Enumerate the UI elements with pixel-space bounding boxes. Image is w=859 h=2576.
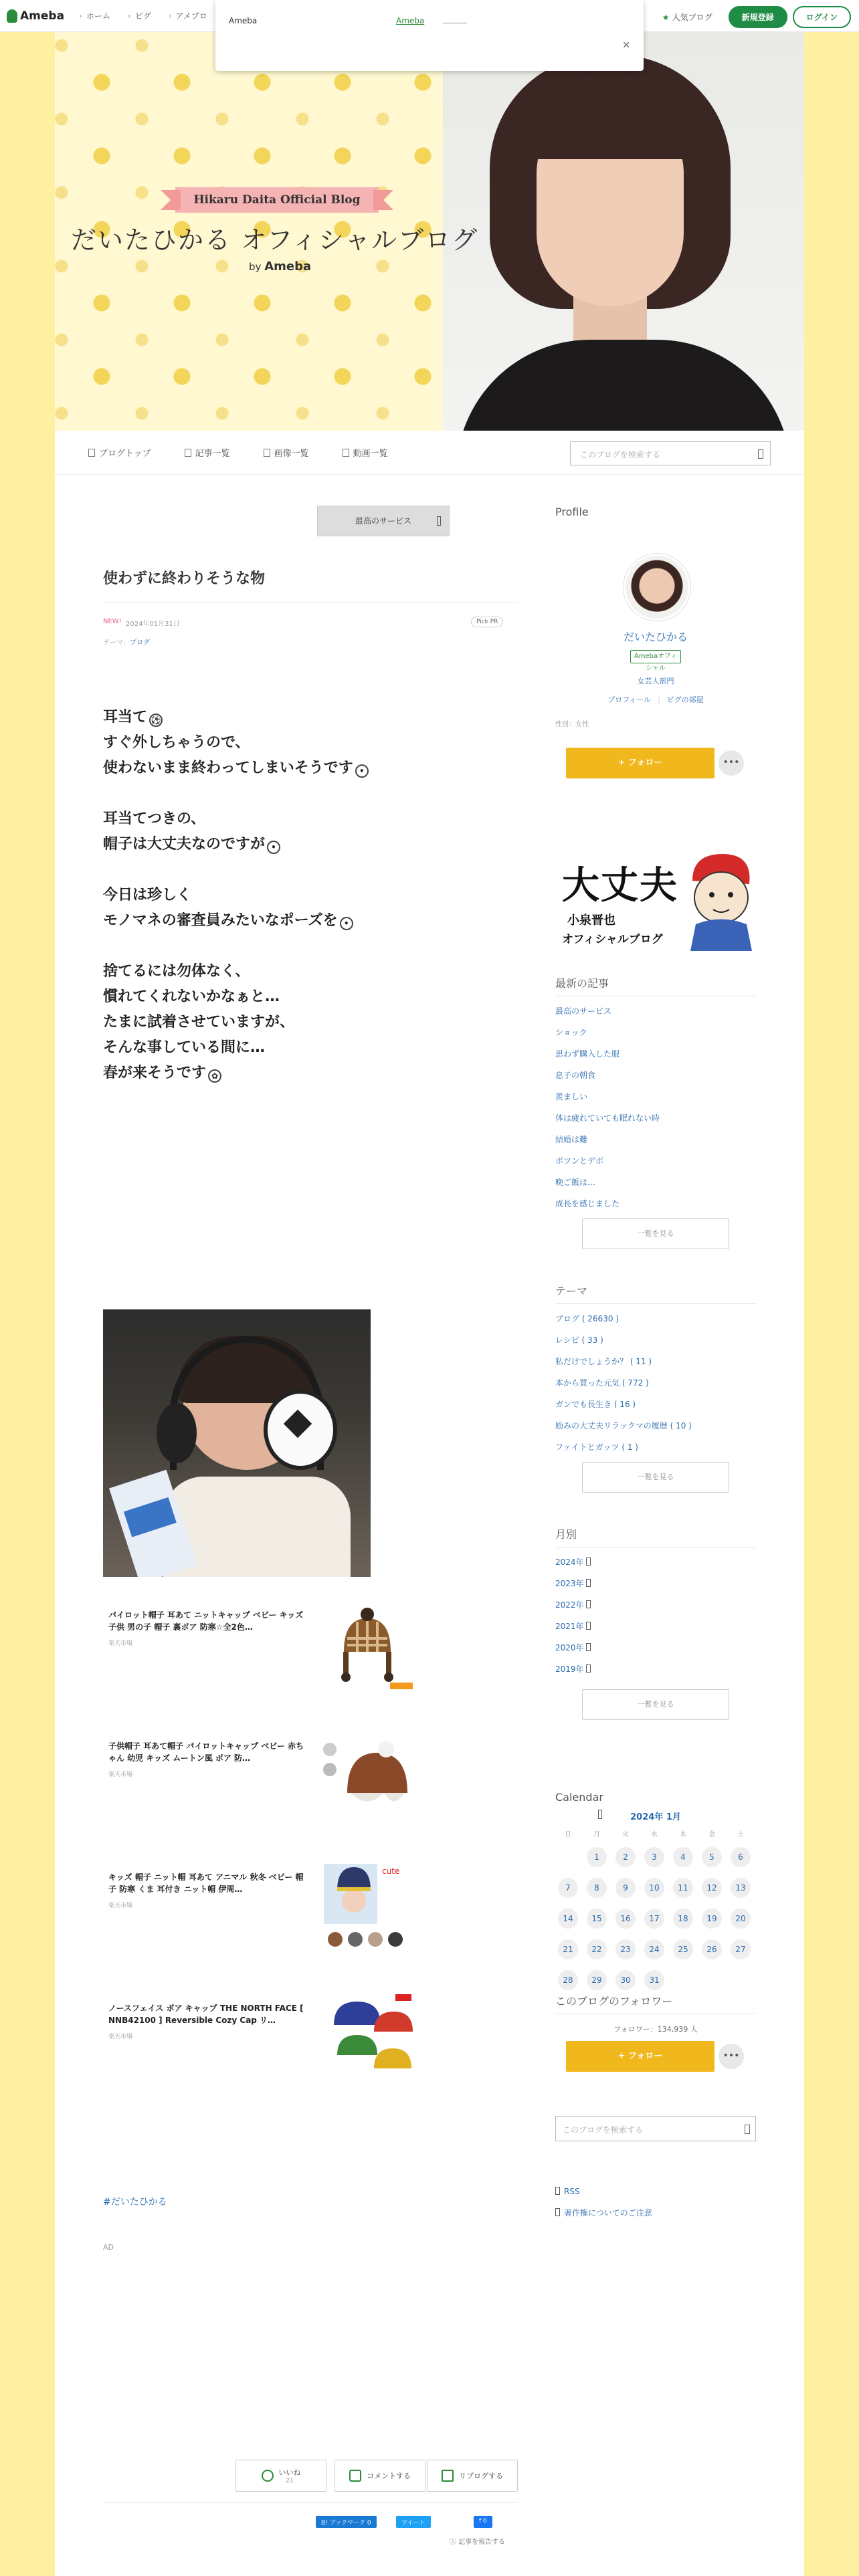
image-icon xyxy=(264,449,270,457)
product-shop: 楽天市場 xyxy=(108,1640,133,1647)
theme-heading: テーマ xyxy=(555,1283,756,1304)
comment-icon xyxy=(349,2470,361,2482)
photo-shirt xyxy=(456,340,791,431)
calendar-day[interactable]: 17 xyxy=(644,1909,664,1929)
document-icon xyxy=(555,2208,560,2216)
followers-section xyxy=(555,1993,756,2014)
crown-icon: ★ xyxy=(662,13,670,22)
theme-item[interactable]: レシピ ( 33 ) xyxy=(555,1335,603,1345)
calendar-weekday: 月 xyxy=(593,1831,600,1838)
facebook-icon: f xyxy=(479,2518,484,2525)
calendar-day[interactable]: 8 xyxy=(587,1878,607,1898)
theme-item[interactable]: 本から買った元気 ( 772 ) xyxy=(555,1378,649,1388)
paragraph xyxy=(103,883,369,934)
product-image-mouton-hat xyxy=(320,1729,414,1826)
by-ameba xyxy=(249,259,311,274)
hashtag-link[interactable]: #だいたひかる xyxy=(103,2197,167,2208)
monthly-see-all-button[interactable]: 一覧を見る xyxy=(582,1689,729,1720)
month-label: 2024年 xyxy=(555,1558,584,1567)
like-count: 21 xyxy=(286,2478,294,2484)
svg-text:cute: cute xyxy=(382,1866,400,1876)
hatena-bookmark-button[interactable]: B! ブックマーク 0 xyxy=(316,2516,377,2528)
calendar xyxy=(555,1791,756,1985)
smile-face-emoji-icon: • xyxy=(267,841,280,854)
facebook-share-button[interactable] xyxy=(474,2516,492,2528)
chevron-right-icon xyxy=(437,516,441,526)
ad-close-icon[interactable]: ✕ xyxy=(622,40,630,51)
theme-item[interactable]: ブログ ( 26630 ) xyxy=(555,1314,619,1323)
product-card[interactable] xyxy=(103,1860,404,1961)
comment-button[interactable] xyxy=(335,2460,425,2492)
recent-item[interactable]: 羨ましい xyxy=(555,1092,588,1101)
sidebar-search-placeholder: このブログを検索する xyxy=(563,2125,644,2135)
month-label: 2023年 xyxy=(555,1579,584,1588)
popular-blog-link[interactable] xyxy=(662,11,712,23)
more-icon[interactable]: ••• xyxy=(719,750,744,776)
chevron-icon xyxy=(586,1579,591,1587)
body-line: そんな事している間に… xyxy=(103,1039,266,1056)
theme-item[interactable]: 励みの大丈夫リラックマの履歴 ( 10 ) xyxy=(555,1421,692,1430)
gender: 性別：女性 xyxy=(555,721,589,728)
blog-search-placeholder: このブログを検索する xyxy=(580,450,661,459)
search-icon[interactable] xyxy=(745,2125,750,2134)
calendar-month xyxy=(555,1810,756,1822)
calendar-day[interactable]: 10 xyxy=(644,1878,664,1898)
entry-theme xyxy=(103,637,150,647)
chevron-icon xyxy=(586,1622,591,1630)
month-item[interactable] xyxy=(555,1594,756,1616)
calendar-day[interactable]: 21 xyxy=(558,1939,578,1959)
followers-heading: このブログのフォロワー xyxy=(555,1993,756,2014)
body-line: 春が来そうです xyxy=(103,1065,207,1081)
product-title: キッズ 帽子 ニット帽 耳あて アニマル 秋冬 ベビー 帽子 防寒 くま 耳付き ニット帽 伊周… xyxy=(108,1872,304,1894)
tweet-button[interactable]: ツイート xyxy=(396,2516,431,2528)
reblog-icon xyxy=(442,2470,454,2482)
calendar-weekday: 水 xyxy=(651,1831,658,1838)
header-right xyxy=(662,6,851,28)
blogger-photo xyxy=(443,32,804,431)
banner-text-name: 小泉晋也 xyxy=(567,914,615,928)
new-badge: NEW! xyxy=(103,618,122,625)
theme-item[interactable]: ファイトとガッツ ( 1 ) xyxy=(555,1442,638,1452)
calendar-day[interactable]: 5 xyxy=(702,1847,722,1867)
monthly-section xyxy=(555,1526,756,1680)
calendar-weekday: 日 xyxy=(565,1831,571,1838)
recent-item[interactable]: ショック xyxy=(555,1028,587,1037)
profile-heading: Profile xyxy=(555,506,589,518)
theme-item[interactable]: 私だけでしょうか？ ( 11 ) xyxy=(555,1357,652,1366)
theme-link[interactable]: ブログ xyxy=(130,639,150,647)
prev-entry-button[interactable] xyxy=(317,506,450,536)
body-line: 使わないまま終わってしまいそうです xyxy=(103,760,353,776)
like-text xyxy=(279,2467,301,2484)
rss-link[interactable] xyxy=(555,2187,580,2196)
recent-item[interactable]: 最高のサービス xyxy=(555,1006,612,1016)
entry-title[interactable]: 使わずに終わりそうな物 xyxy=(103,567,518,603)
body-line: すぐ外しちゃうので、 xyxy=(103,734,250,751)
follow-button-bottom[interactable]: + フォロー xyxy=(566,2041,714,2072)
calendar-month-label: 2024年 1月 xyxy=(630,1812,681,1822)
product-shop: 楽天市場 xyxy=(108,2034,133,2040)
ameba-logo[interactable] xyxy=(7,9,64,23)
recent-list xyxy=(555,1000,756,1214)
calendar-day[interactable]: 27 xyxy=(731,1939,751,1959)
theme-see-all-button[interactable]: 一覧を見る xyxy=(582,1462,729,1493)
nav-ameblo[interactable]: › アメブロ xyxy=(169,10,207,21)
followers-count: フォロワー：134,939 人 xyxy=(613,2025,698,2034)
reblog-label: リブログする xyxy=(459,2472,503,2480)
paragraph xyxy=(103,705,369,781)
calendar-day[interactable]: 18 xyxy=(673,1909,693,1929)
banner-text-main: 大丈夫 xyxy=(562,864,678,907)
monthly-heading: 月別 xyxy=(555,1526,756,1547)
calendar-weekday: 金 xyxy=(708,1831,715,1838)
paragraph xyxy=(103,959,369,1086)
entry-photo-baby[interactable] xyxy=(103,1309,371,1577)
copyright-label: 著作権についてのご注意 xyxy=(564,2208,652,2218)
calendar-day[interactable]: 13 xyxy=(731,1878,751,1898)
calendar-day[interactable]: 2 xyxy=(615,1847,636,1867)
blog-search-input[interactable] xyxy=(570,441,771,465)
body-line: たまに試着させていますが、 xyxy=(103,1014,295,1031)
paragraph xyxy=(103,807,369,857)
body-line: 帽子は大丈夫なのですが xyxy=(103,836,266,853)
calendar-day[interactable]: 16 xyxy=(615,1909,636,1929)
recent-item[interactable]: 晩ご飯は… xyxy=(555,1178,596,1187)
nav-entry-list-label: 記事一覧 xyxy=(195,449,230,459)
ad-label: AD xyxy=(103,2243,114,2252)
calendar-day[interactable]: 4 xyxy=(673,1847,693,1867)
video-icon xyxy=(343,449,349,457)
calendar-day[interactable]: 1 xyxy=(587,1847,607,1867)
calendar-day[interactable]: 25 xyxy=(673,1939,693,1959)
profile-name[interactable]: だいたひかる xyxy=(623,631,688,643)
calendar-day[interactable]: 15 xyxy=(587,1909,607,1929)
recent-item[interactable]: 思わず購入した服 xyxy=(555,1049,620,1059)
global-nav xyxy=(79,10,225,21)
body-line: 耳当てつきの、 xyxy=(103,811,206,827)
month-item[interactable] xyxy=(555,1658,756,1680)
monthly-list xyxy=(555,1551,756,1680)
comment-label: コメントする xyxy=(367,2472,411,2480)
calendar-day[interactable]: 26 xyxy=(702,1939,722,1959)
ad-popup-link[interactable]: Ameba xyxy=(396,16,425,25)
nav-image-list-label: 画像一覧 xyxy=(274,449,309,459)
search-icon[interactable] xyxy=(758,449,763,459)
agency-link[interactable]: 女芸人部門 xyxy=(637,677,674,685)
logo-text: Ameba xyxy=(20,9,65,23)
calendar-day[interactable]: 29 xyxy=(587,1970,607,1990)
theme-label: テーマ： xyxy=(103,639,130,647)
month-item[interactable] xyxy=(555,1573,756,1594)
calendar-day[interactable]: 24 xyxy=(644,1939,664,1959)
theme-list xyxy=(555,1308,756,1458)
profile-section xyxy=(555,506,756,524)
reblog-button[interactable] xyxy=(427,2460,518,2492)
blog-title: だいたひかる オフィシャルブログ xyxy=(71,225,479,255)
nav-blog-top[interactable] xyxy=(88,446,151,459)
theme-section xyxy=(555,1283,756,1458)
like-icon xyxy=(262,2470,274,2482)
nav-entry-list[interactable] xyxy=(185,446,230,459)
product-card[interactable] xyxy=(103,1992,404,2092)
popular-label: 人気ブログ xyxy=(672,13,712,22)
chevron-icon xyxy=(586,1665,591,1673)
home-icon xyxy=(88,449,95,457)
official-badge: Amebaオフィシャル xyxy=(630,650,681,663)
recent-heading: 最新の記事 xyxy=(555,975,756,996)
recent-see-all-button[interactable]: 一覧を見る xyxy=(582,1218,729,1249)
nav-home[interactable]: › ホーム xyxy=(79,10,110,21)
calendar-prev-icon[interactable] xyxy=(598,1810,602,1819)
calendar-day[interactable]: 7 xyxy=(558,1878,578,1898)
product-shop: 楽天市場 xyxy=(108,1903,133,1909)
product-title: 子供帽子 耳あて帽子 パイロットキャップ ベビー 赤ちゃん 幼児 キッズ ムートン風 ボア 防… xyxy=(108,1741,304,1763)
recent-item[interactable]: ボツンとデボ xyxy=(555,1156,604,1166)
nav-video-list-label: 動画一覧 xyxy=(353,449,388,459)
banner-ribbon: Hikaru Daita Official Blog xyxy=(175,187,379,213)
nav-pigg[interactable]: › ピグ xyxy=(128,10,151,21)
banner-text-sub: オフィシャルブログ xyxy=(562,933,663,946)
recent-item[interactable]: 体は疲れていても眠れない時 xyxy=(555,1113,660,1123)
ad-popup-label: Ameba xyxy=(229,16,258,25)
divider xyxy=(103,2502,518,2503)
calendar-day[interactable]: 31 xyxy=(644,1970,664,1990)
calendar-day[interactable]: 20 xyxy=(731,1909,751,1929)
month-label: 2021年 xyxy=(555,1622,584,1631)
soccer-ball-emoji-icon: ⚽ xyxy=(149,714,163,727)
product-image-animal-knit xyxy=(320,1860,414,1957)
calendar-day[interactable]: 23 xyxy=(615,1939,636,1959)
separator: | xyxy=(658,695,660,704)
body-line: 耳当て xyxy=(103,709,148,726)
theme-item[interactable]: ガンでも長生き ( 16 ) xyxy=(555,1400,636,1409)
follow-button[interactable]: + フォロー xyxy=(566,748,714,778)
blog-container xyxy=(55,32,804,2576)
calendar-day[interactable]: 14 xyxy=(558,1909,578,1929)
login-button[interactable]: ログイン xyxy=(793,6,851,28)
product-title: ノースフェイス ボア キャップ THE NORTH FACE [ NNB42100 ] Reversible Cozy Cap リ… xyxy=(108,2004,304,2025)
body-line: 慣れてくれないかなぁと… xyxy=(103,988,280,1005)
month-label: 2020年 xyxy=(555,1643,584,1652)
body-line: 今日は珍しく xyxy=(103,887,192,903)
calendar-day[interactable]: 22 xyxy=(587,1939,607,1959)
rss-icon xyxy=(555,2187,560,2195)
list-icon xyxy=(185,449,191,457)
blog-nav xyxy=(55,431,804,475)
profile-links xyxy=(555,694,756,705)
product-image-northface-cap xyxy=(320,1992,414,2088)
sweat-face-emoji-icon: • xyxy=(355,764,369,778)
photo-earmuff-soccer xyxy=(264,1390,337,1470)
month-item[interactable] xyxy=(555,1637,756,1658)
calendar-heading: Calendar xyxy=(555,1791,603,1804)
recent-item[interactable]: 成長を感じました xyxy=(555,1199,620,1208)
avatar[interactable] xyxy=(624,554,690,621)
product-card[interactable] xyxy=(103,1729,404,1830)
by-brand: Ameba xyxy=(264,259,312,274)
calendar-day[interactable]: 3 xyxy=(644,1847,664,1867)
flower-emoji-icon: ✿ xyxy=(208,1069,221,1083)
calendar-day[interactable]: 6 xyxy=(731,1847,751,1867)
calendar-day[interactable]: 12 xyxy=(702,1878,722,1898)
chevron-icon xyxy=(586,1643,591,1651)
nav-video-list[interactable] xyxy=(343,446,388,459)
entry-date: 2024年01月31日 xyxy=(126,621,180,628)
product-card[interactable] xyxy=(103,1598,404,1699)
recent-item[interactable]: 息子の朝食 xyxy=(555,1071,596,1080)
calendar-day[interactable]: 11 xyxy=(673,1878,693,1898)
calendar-day[interactable]: 30 xyxy=(615,1970,636,1990)
rss-label: RSS xyxy=(564,2187,580,2196)
more-icon[interactable]: ••• xyxy=(719,2044,744,2069)
recent-entries xyxy=(555,975,756,1214)
month-label: 2022年 xyxy=(555,1600,584,1610)
calendar-day[interactable]: 19 xyxy=(702,1909,722,1929)
body-line: モノマネの審査員みたいなポーズを xyxy=(103,912,338,929)
friend-blog-banner[interactable] xyxy=(555,849,756,954)
pickpr-badge[interactable]: Pick PR xyxy=(471,617,503,627)
like-button[interactable] xyxy=(235,2460,326,2492)
banner-character-illustration xyxy=(682,851,756,951)
nav-blog-top-label: ブログトップ xyxy=(99,449,151,459)
chevron-icon xyxy=(586,1600,591,1608)
prev-entry-label: 最高のサービス xyxy=(355,516,411,526)
copyright-link[interactable] xyxy=(555,2207,652,2218)
ad-popup xyxy=(215,0,644,71)
grin-face-emoji-icon: • xyxy=(340,917,353,930)
calendar-day[interactable]: 28 xyxy=(558,1970,578,1990)
chevron-icon xyxy=(586,1558,591,1566)
month-item[interactable] xyxy=(555,1551,756,1573)
sidebar-search-input[interactable] xyxy=(555,2116,756,2141)
report-link[interactable]: ⓘ 記事を報告する xyxy=(450,2539,506,2546)
facebook-count: 0 xyxy=(483,2518,487,2525)
recent-item[interactable]: 結婚は難 xyxy=(555,1135,588,1144)
like-label: いいね xyxy=(278,2468,301,2477)
register-button[interactable]: 新規登録 xyxy=(729,6,787,28)
by-label: by xyxy=(249,261,262,273)
calendar-day[interactable]: 9 xyxy=(615,1878,636,1898)
nav-image-list[interactable] xyxy=(264,446,309,459)
product-shop: 楽天市場 xyxy=(108,1772,133,1778)
profile-link[interactable]: プロフィール xyxy=(607,695,652,704)
product-title: パイロット帽子 耳あて ニットキャップ ベビー キッズ 子供 男の子 帽子 裏ボア 防寒☆全2色… xyxy=(108,1610,304,1632)
calendar-weekday: 火 xyxy=(622,1831,629,1838)
product-image-pilot-hat xyxy=(320,1598,414,1695)
month-item[interactable] xyxy=(555,1616,756,1637)
calendar-weekday: 土 xyxy=(737,1831,744,1838)
month-label: 2019年 xyxy=(555,1665,584,1674)
calendar-weekday: 木 xyxy=(680,1831,686,1838)
photo-earmuff-left xyxy=(157,1403,197,1463)
pig-room-link[interactable]: ピグの部屋 xyxy=(666,695,704,704)
blog-header-banner[interactable] xyxy=(55,32,804,431)
body-line: 捨てるには勿体なく、 xyxy=(103,963,250,980)
entry-body xyxy=(103,705,369,1111)
ameba-logo-icon xyxy=(7,9,17,23)
